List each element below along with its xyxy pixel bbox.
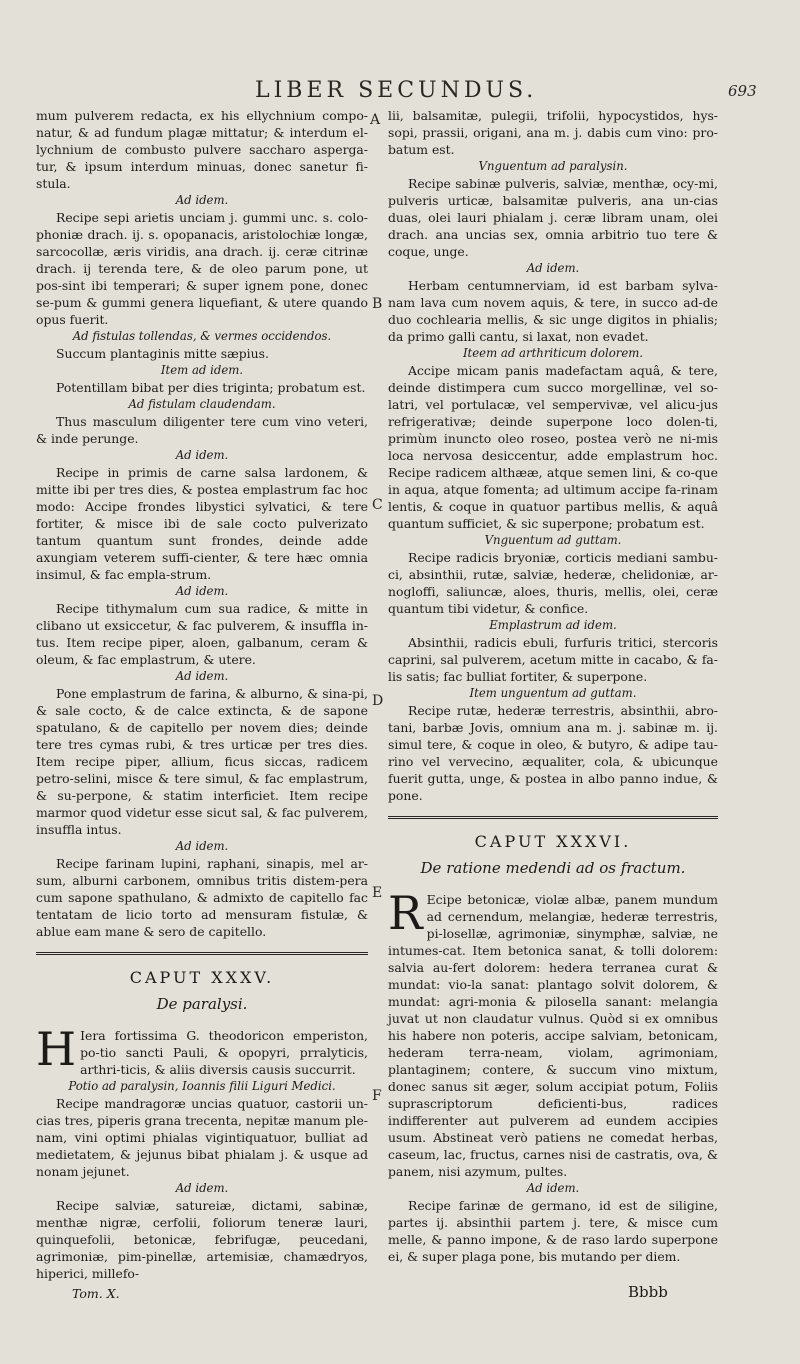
chapter-35-first-paragraph — [36, 1022, 368, 1078]
paragraph: Pone emplastrum de farina, & alburno, & sina-pi, & sale cocto, & de calce extincta, & de sapone spatulano, & de capitello per novem dies; deinde tere tres cymas rubi, & tres urticæ per tres dies. Item recipe piper, allium, ficus siccas, radicem petro-selini, misce & tere simul, & fac emplastrum, & su-perpone, & statim interficiet. Item recipe marmor quod videtur esse sicut sal, & fac pulverem, insuffla intus. — [36, 686, 368, 837]
paragraph: Succum plantaginis mitte sæpius. — [56, 346, 269, 361]
paragraph: Recipe rutæ, hederæ terrestris, absinthii, abro-tani, barbæ Jovis, omnium ana m. j. sabinæ m. ij. simul tere, & coque in oleo, & butyro, & adipe tau-rino vel vervecino, æqualiter, cola, & ubicunque fuerit gutta, unge, & postea in albo panno indue, & pone. — [388, 703, 718, 803]
paragraph: Recipe salviæ, satureiæ, dictami, sabinæ, menthæ nigræ, cerfolii, foliorum teneræ lauri, quinquefolii, betonicæ, febrifugæ, peucedani, agrimoniæ, pim-pinellæ, artemisiæ, chamædryos, hiperici, millefo- — [36, 1198, 368, 1281]
chapter-35-text — [36, 1078, 368, 1282]
paragraph: Absinthii, radicis ebuli, furfuris tritici, stercoris caprini, sal pulverem, acetum mitte in cacabo, & fa-lis satis; fac bulliat fortiter, & superpone. — [388, 635, 718, 684]
paragraph: Thus masculum diligenter tere cum vino veteri, & inde perunge. — [36, 414, 368, 446]
paragraph: Potentillam bibat per dies triginta; probatum est. — [56, 380, 366, 395]
chapter-36-title: CAPUT XXXVI. — [474, 832, 632, 851]
section-heading: Ad idem. — [175, 1181, 229, 1195]
drop-cap: H — [36, 1022, 77, 1076]
paragraph: Recipe tithymalum cum sua radice, & mitte in clibano ut exsiccetur, & fac pulverem, & insuffla in-tus. Item recipe piper, aloen, galbanum, ceram & oleum, & fac emplastrum, & utere. — [36, 601, 368, 667]
section-heading: Ad idem. — [526, 1181, 580, 1195]
section-heading: Vnguentum ad guttam. — [484, 533, 622, 547]
page-number: 693 — [728, 82, 757, 100]
chapter-35-first-text: Iera fortissima G. theodoricon emperiston, po-tio sancti Pauli, & opopyri, prralyticis, arthri-ticis, & aliis diversis causis succurrit. — [80, 1028, 368, 1077]
section-heading: Ad idem. — [175, 839, 229, 853]
margin-letter-d: D — [372, 693, 384, 709]
section-heading: Item unguentum ad guttam. — [469, 686, 637, 700]
section-heading: Iteem ad arthriticum dolorem. — [462, 346, 644, 360]
section-heading: Ad idem. — [175, 584, 229, 598]
chapter-36-text — [388, 1180, 718, 1265]
running-head: LIBER SECUNDUS. — [255, 78, 538, 103]
paragraph: Accipe micam panis madefactam aquâ, & tere, deinde distimpera cum succo morgellinæ, vel so-latri, vel portulacæ, vel sempervivæ, vel alicu-jus refrigerativæ; deinde superpone loco dolen-ti, primùm inuncto oleo roseo, postea verò ne ni-mis loca nervosa desiccentur, adde emplastrum hoc. Recipe radicem althææ, atque semen lini, & co-que in aqua, atque fomenta; ad ultimum accipe fa-rinam lentis, & coque in quatuor partibus mellis, & aquâ quantum sufficiet, & sic superpone; probatum est. — [388, 363, 718, 531]
paragraph: mum pulverem redacta, ex his ellychnium compo-natur, & ad fundum plagæ mittatur; & interdum el-lychnium de combusto pulvere saccharo asperga-tur, & ipsum interdum minuas, donec sanetur fi-stula. — [36, 108, 368, 191]
section-heading: Ad fistulas tollendas, & vermes occidendos. — [72, 329, 332, 343]
paragraph: Recipe farinæ de germano, id est de siligine, partes ij. absinthii partem j. tere, & misce cum melle, & panno impone, & de raso lardo superpone ei, & super plaga pone, bis mutando per diem. — [388, 1198, 718, 1264]
chapter-36-subtitle: De ratione medendi ad os fractum. — [420, 859, 686, 877]
chapter-36-first-paragraph — [388, 886, 718, 1180]
chapter-36-first-text: Ecipe betonicæ, violæ albæ, panem mundum ad cernendum, melangiæ, hederæ terrestris, pi-losellæ, agrimoniæ, sinymphæ, salviæ, ne intumes-cat. Item betonica sanat, & tolli dolorem: salvia au-fert dolorem: hedera terranea curat & mundat: vio-la sanat: plantago solvit dolorem, & mundat: agri-monia & pilosella sanant: melangia juvat ut non claudatur vulnus. Quòd si ex omnibus his habere non poteris, accipe salviam, betonicam, hederam terra-neam, violam, agrimoniam, plantaginem; contere, & succum vino mixtum, donec sanus sit æger, solum accipiat potum, Foliis suprascriptorum deficienti-bus, radices indifferenter aut pulverem ad eundem accipies usum. Abstineat verò patiens ne comedat herbas, caseum, lac, fructus, carnes nisi de castratis, ova, & panem, nisi azymum, pultes. — [388, 892, 718, 1179]
margin-letter-a: A — [370, 112, 381, 128]
paragraph: Recipe mandragoræ uncias quatuor, castorii un-cias tres, piperis grana trecenta, nepitæ manum ple-nam, vini optimi phialas vigintiquatuor, bulliat ad medietatem, & jejunus bibat phialam j. & usque ad nonam jejunet. — [36, 1096, 368, 1179]
margin-letter-c: C — [372, 497, 383, 513]
right-column-text — [388, 107, 718, 804]
paragraph: Recipe farinam lupini, raphani, sinapis, mel ar-sum, alburni carbonem, omnibus tritis distem-pera cum sapone spathulano, & admixto de capitello fac tentatam de licio torto ad mensuram fistulæ, & ablue eam mane & sero de capitello. — [36, 856, 368, 939]
paragraph: Recipe in primis de carne salsa lardonem, & mitte ibi per tres dies, & postea emplastrum fac hoc modo: Accipe frondes libystici sylvatici, & tere fortiter, & misce ibi de sale cocto pulverizato tantum quantum sunt frondes, deinde adde axungiam veterem suffi-cienter, & tere hæc omnia insimul, & fac empla-strum. — [36, 465, 368, 582]
signature-mark: Bbbb — [628, 1283, 668, 1301]
section-heading: Item ad idem. — [160, 363, 244, 377]
paragraph: Herbam centumnerviam, id est barbam sylva-nam lava cum novem aquis, & tere, in succo ad-de duo cochlearia mellis, & sic unge digitos in phialis; da primo galli cantu, si laxat, non evadet. — [388, 278, 718, 344]
section-heading: Ad idem. — [175, 193, 229, 207]
right-column — [388, 107, 718, 1265]
paragraph: lii, balsamitæ, pulegii, trifolii, hypocystidos, hys-sopi, prassii, origani, ana m. j. dabis cum vino: pro-batum est. — [388, 108, 718, 157]
chapter-rule — [388, 816, 718, 819]
section-heading: Potio ad paralysin, Ioannis filii Liguri Medici. — [68, 1079, 336, 1093]
chapter-35-subtitle: De paralysi. — [156, 995, 248, 1013]
margin-letter-b: B — [372, 296, 383, 312]
volume-mark: Tom. X. — [72, 1286, 120, 1301]
paragraph: Recipe sepi arietis unciam j. gummi unc. s. colo-phoniæ drach. ij. s. opopanacis, aristolochiæ longæ, sarcocollæ, æris viridis, ana drach. ij. ceræ citrinæ drach. ij terenda tere, & de oleo parum pone, ut pos-sint ibi temperari; & super ignem pone, donec se-pum & gummi genera liquefiant, & utere quando opus fuerit. — [36, 210, 368, 327]
left-column — [36, 107, 368, 1282]
chapter-rule — [36, 952, 368, 955]
section-heading: Ad fistulam claudendam. — [128, 397, 276, 411]
margin-letter-f: F — [372, 1088, 382, 1104]
section-heading: Vnguentum ad paralysin. — [478, 159, 628, 173]
page-header — [0, 78, 800, 106]
margin-letter-e: E — [372, 885, 383, 901]
section-heading: Ad idem. — [175, 669, 229, 683]
drop-cap: R — [388, 886, 423, 940]
section-heading: Ad idem. — [526, 261, 580, 275]
section-heading: Ad idem. — [175, 448, 229, 462]
paragraph: Recipe radicis bryoniæ, corticis mediani sambu-ci, absinthii, rutæ, salviæ, hederæ, chelidoniæ, ar-nogloffi, saliuncæ, aloes, thuris, mellis, olei, ceræ quantum tibi videtur, & confice. — [388, 550, 718, 616]
paragraph: Recipe sabinæ pulveris, salviæ, menthæ, ocy-mi, pulveris urticæ, balsamitæ pulveris, ana un-cias duas, olei lauri phialam j. ceræ libram unam, olei drach. ana uncias sex, omnia arbitrio tuo tere & coque, unge. — [388, 176, 718, 259]
chapter-35-title: CAPUT XXXV. — [129, 968, 275, 987]
section-heading: Emplastrum ad idem. — [489, 618, 617, 632]
left-column-text — [36, 107, 368, 940]
